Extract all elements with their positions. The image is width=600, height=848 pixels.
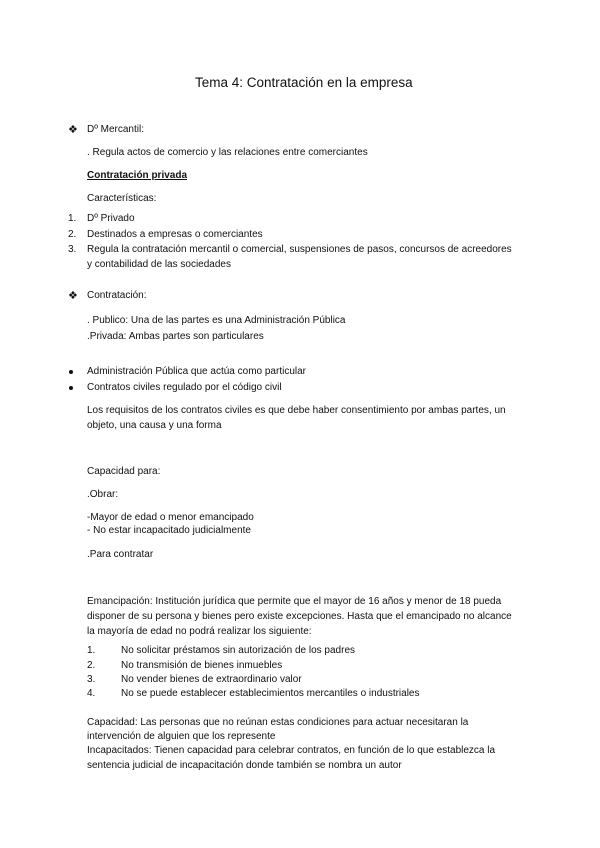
capacidad-item: - No estar incapacitado judicialmente — [87, 525, 251, 536]
incapacitados-paragraph: Incapacitados: Tienen capacidad para celebrar contratos, en función de lo que establezca la — [87, 745, 496, 756]
emancipacion-text: la mayoría de edad no podrá realizar los siguiente: — [87, 626, 312, 637]
list-number: 3. — [68, 244, 77, 255]
emancipacion-text: disponer de su persona y bienes pero existe excepciones. Hasta que el emancipado no alcance — [87, 611, 512, 622]
requisitos-text: objeto, una causa y una forma — [87, 420, 222, 431]
capacidad-item: -Mayor de edad o menor emancipado — [87, 512, 254, 523]
list-item: Destinados a empresas o comerciantes — [87, 229, 263, 240]
bullet-item: Contratos civiles regulado por el código civil — [87, 382, 282, 393]
capacidad-paragraph: Capacidad: Las personas que no reúnan estas condiciones para actuar necesitaran la — [87, 717, 469, 728]
capacidad-contratar: .Para contratar — [87, 549, 154, 560]
list-item: Dº Privado — [87, 213, 135, 224]
capacidad-obrar: .Obrar: — [87, 489, 119, 500]
section-heading-contratacion: Contratación: — [87, 290, 147, 301]
bullet-dot-icon — [69, 386, 73, 390]
diamond-bullet-icon: ❖ — [68, 124, 78, 136]
bullet-dot-icon — [69, 370, 73, 374]
list-item-continuation: y contabilidad de las sociedades — [87, 259, 231, 270]
mercantil-description: . Regula actos de comercio y las relaciones entre comerciantes — [87, 147, 368, 158]
list-item: No transmisión de bienes inmuebles — [121, 660, 283, 671]
list-number: 3. — [87, 674, 96, 685]
list-item: No se puede establecer establecimientos mercantiles o industriales — [121, 688, 420, 699]
contratacion-privada: .Privada: Ambas partes son particulares — [87, 331, 264, 342]
bullet-item: Administración Pública que actúa como particular — [87, 366, 306, 377]
capacidad-heading: Capacidad para: — [87, 466, 161, 477]
list-number: 1. — [87, 645, 96, 656]
subheading-contratacion-privada: Contratación privada — [87, 170, 188, 181]
section-heading-mercantil: Dº Mercantil: — [87, 124, 144, 135]
incapacitados-paragraph: sentencia judicial de incapacitación donde también se nombra un autor — [87, 760, 402, 771]
list-number: 1. — [68, 213, 77, 224]
list-item: No solicitar préstamos sin autorización de los padres — [121, 645, 355, 656]
capacidad-paragraph: intervención de alguien que los represente — [87, 731, 276, 742]
requisitos-text: Los requisitos de los contratos civiles es que debe haber consentimiento por ambas partes, un — [87, 405, 506, 416]
list-item: No vender bienes de extraordinario valor — [121, 674, 302, 685]
list-number: 2. — [68, 229, 77, 240]
emancipacion-text: Emancipación: Institución jurídica que permite que el mayor de 16 años y menor de 18 pueda — [87, 596, 502, 607]
page-title: Tema 4: Contratación en la empresa — [195, 75, 413, 90]
list-number: 4. — [87, 688, 96, 699]
contratacion-publico: . Publico: Una de las partes es una Administración Pública — [87, 315, 346, 326]
list-number: 2. — [87, 660, 96, 671]
caracteristicas-label: Características: — [87, 193, 157, 204]
list-item: Regula la contratación mercantil o comercial, suspensiones de pasos, concursos de acreedores — [87, 244, 512, 255]
diamond-bullet-icon: ❖ — [68, 290, 78, 302]
